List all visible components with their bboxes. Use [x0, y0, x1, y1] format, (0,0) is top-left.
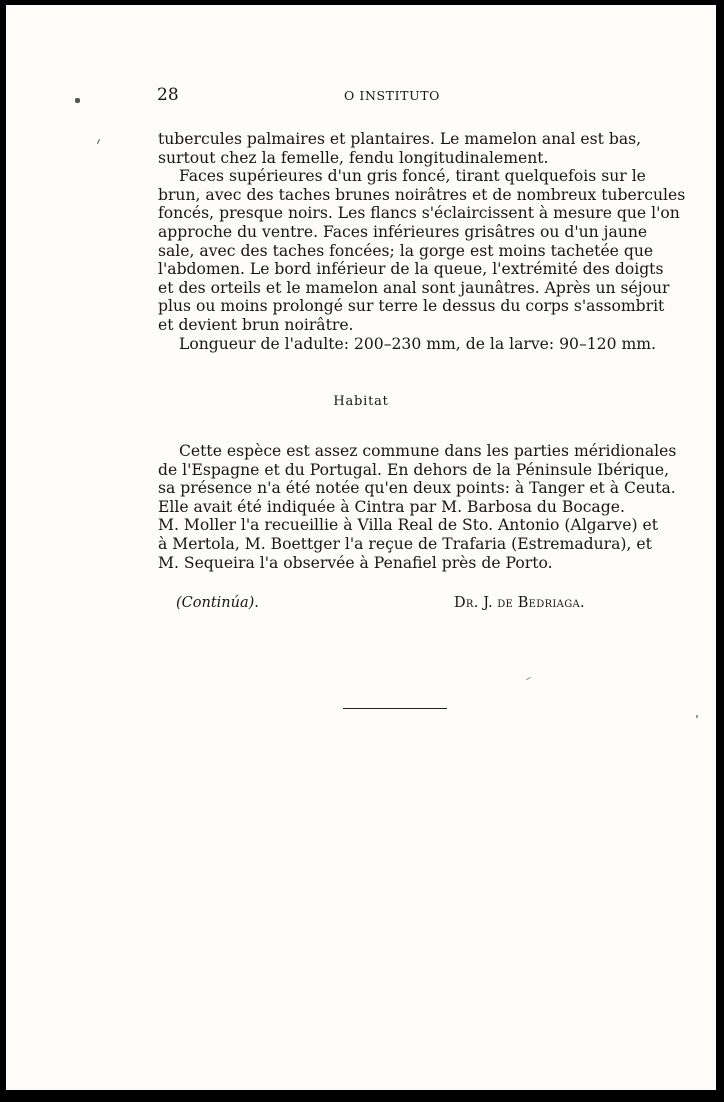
description-paragraphs: [158, 130, 686, 353]
habitat-heading: Habitat: [333, 394, 389, 409]
running-title: O INSTITUTO: [344, 88, 440, 103]
text-line: Cette espèce est assez commune dans les parties méridionales: [179, 442, 677, 460]
scan-speck: [75, 98, 80, 103]
text-line: l'abdomen. Le bord inférieur de la queue, l'extrémité des doigts: [158, 260, 664, 279]
continuation-note: (Continúa).: [176, 595, 259, 611]
text-line: approche du ventre. Faces inférieures grisâtres ou d'un jaune: [158, 222, 648, 241]
author-title: Dr.: [454, 595, 479, 611]
text-line: tubercules palmaires et plantaires. Le mamelon anal est bas,: [158, 130, 642, 148]
scan-speck: [97, 139, 100, 144]
author-signature: [454, 595, 585, 611]
text-line: et des orteils et le mamelon anal sont jaunâtres. Après un séjour: [158, 278, 670, 297]
text-line: Longueur de l'adulte: 200–230 mm, de la larve: 90–120 mm.: [179, 334, 657, 353]
page: [6, 5, 716, 1090]
page-number: 28: [157, 85, 179, 105]
text-line: brun, avec des taches brunes noirâtres et de nombreux tubercules: [158, 185, 686, 204]
text-line: M. Sequeira l'a observée à Penafiel près de Porto.: [158, 553, 553, 572]
author-initial: J.: [483, 595, 493, 611]
text-line: sa présence n'a été notée qu'en deux points: à Tanger et à Ceuta.: [158, 479, 676, 498]
text-line: et devient brun noirâtre.: [158, 315, 354, 334]
scan-speck: [696, 715, 698, 718]
text-line: plus ou moins prolongé sur terre le dessus du corps s'assombrit: [158, 297, 665, 316]
text-line: surtout chez la femelle, fendu longitudinalement.: [158, 148, 549, 167]
text-line: Faces supérieures d'un gris foncé, tirant quelquefois sur le: [179, 167, 646, 186]
habitat-paragraph: [158, 442, 677, 572]
text-line: M. Moller l'a recueillie à Villa Real de Sto. Antonio (Algarve) et: [158, 516, 658, 535]
text-line: Elle avait été indiquée à Cintra par M. Barbosa du Bocage.: [158, 497, 625, 516]
text-line: à Mertola, M. Boettger l'a reçue de Trafaria (Estremadura), et: [158, 534, 652, 553]
end-rule: [343, 708, 447, 709]
author-surname: Bedriaga.: [517, 595, 585, 611]
signature-row: [6, 595, 716, 617]
text-line: sale, avec des taches foncées; la gorge est moins tachetée que: [158, 241, 654, 260]
author-particle: de: [497, 595, 514, 611]
text-line: de l'Espagne et du Portugal. En dehors de la Péninsule Ibérique,: [158, 460, 670, 479]
scan-speck: [526, 677, 531, 680]
page-header: [6, 85, 716, 109]
text-line: foncés, presque noirs. Les flancs s'éclaircissent à mesure que l'on: [158, 204, 680, 223]
